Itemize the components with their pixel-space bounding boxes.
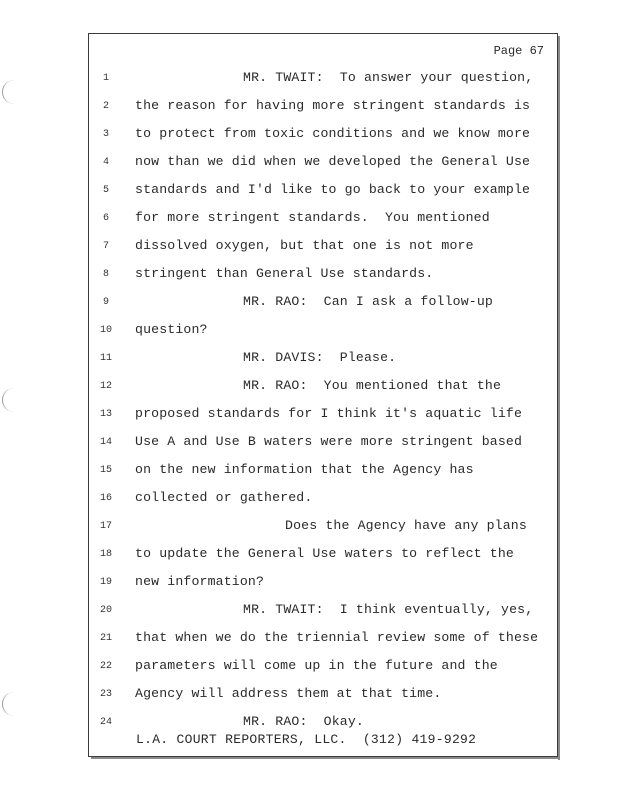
transcript-line	[0, 686, 618, 706]
line-number: 5	[102, 185, 109, 196]
line-number: 3	[102, 129, 109, 140]
transcript-line	[0, 154, 618, 174]
transcript-line	[0, 602, 618, 622]
line-number: 14	[99, 437, 112, 448]
line-number: 22	[99, 661, 112, 672]
line-text: question?	[135, 322, 208, 337]
transcript-line	[0, 238, 618, 258]
line-number: 1	[102, 73, 109, 84]
line-text: Agency will address them at that time.	[135, 686, 442, 701]
line-number: 13	[99, 409, 112, 420]
line-text: Does the Agency have any plans	[285, 518, 527, 533]
transcript-line	[0, 210, 618, 230]
line-number: 20	[99, 605, 112, 616]
line-number: 2	[102, 101, 109, 112]
page-border-shadow	[91, 757, 560, 759]
line-number: 7	[102, 241, 109, 252]
line-number: 12	[99, 381, 112, 392]
line-text: to update the General Use waters to reflect the	[135, 546, 514, 561]
transcript-line	[0, 658, 618, 678]
court-reporter-footer: L.A. COURT REPORTERS, LLC. (312) 419-9292	[136, 732, 477, 747]
transcript-line	[0, 182, 618, 202]
transcript-line	[0, 350, 618, 370]
line-text: MR. RAO: Can I ask a follow-up	[243, 294, 493, 309]
transcript-line	[0, 70, 618, 90]
line-text: Use A and Use B waters were more stringent based	[135, 434, 523, 449]
line-number: 24	[99, 717, 112, 728]
transcript-line	[0, 490, 618, 510]
line-number: 16	[99, 493, 112, 504]
line-text: to protect from toxic conditions and we know more	[135, 126, 531, 141]
line-text: parameters will come up in the future and the	[135, 658, 498, 673]
line-text: dissolved oxygen, but that one is not more	[135, 238, 474, 253]
line-number: 21	[99, 633, 112, 644]
line-text: that when we do the triennial review some of these	[135, 630, 539, 645]
transcript-line	[0, 322, 618, 342]
transcript-line	[0, 378, 618, 398]
transcript-line	[0, 126, 618, 146]
transcript-line	[0, 462, 618, 482]
line-number: 10	[99, 325, 112, 336]
transcript-line	[0, 714, 618, 734]
transcript-line	[0, 630, 618, 650]
line-text: on the new information that the Agency has	[135, 462, 474, 477]
page-number: Page 67	[493, 44, 544, 58]
line-number: 15	[99, 465, 112, 476]
line-text: MR. TWAIT: To answer your question,	[243, 70, 534, 85]
line-text: MR. DAVIS: Please.	[243, 350, 397, 365]
line-number: 18	[99, 549, 112, 560]
line-text: collected or gathered.	[135, 490, 313, 505]
line-number: 9	[102, 297, 109, 308]
line-text: MR. RAO: You mentioned that the	[243, 378, 502, 393]
line-text: now than we did when we developed the General Use	[135, 154, 531, 169]
line-text: MR. RAO: Okay.	[243, 714, 364, 729]
line-number: 17	[99, 521, 112, 532]
line-text: stringent than General Use standards.	[135, 266, 434, 281]
line-number: 4	[102, 157, 109, 168]
transcript-line	[0, 406, 618, 426]
line-text: for more stringent standards. You mentioned	[135, 210, 490, 225]
line-number: 19	[99, 577, 112, 588]
transcript-line	[0, 434, 618, 454]
line-text: new information?	[135, 574, 265, 589]
transcript-line	[0, 294, 618, 314]
line-text: MR. TWAIT: I think eventually, yes,	[243, 602, 534, 617]
transcript-line	[0, 98, 618, 118]
line-text: proposed standards for I think it's aquatic life	[135, 406, 523, 421]
line-number: 23	[99, 689, 112, 700]
line-number: 6	[102, 213, 109, 224]
transcript-line	[0, 518, 618, 538]
line-text: the reason for having more stringent standards is	[135, 98, 531, 113]
transcript-line	[0, 266, 618, 286]
line-text: standards and I'd like to go back to your example	[135, 182, 531, 197]
line-number: 8	[102, 269, 109, 280]
line-number: 11	[99, 353, 112, 364]
transcript-line	[0, 546, 618, 566]
transcript-line	[0, 574, 618, 594]
